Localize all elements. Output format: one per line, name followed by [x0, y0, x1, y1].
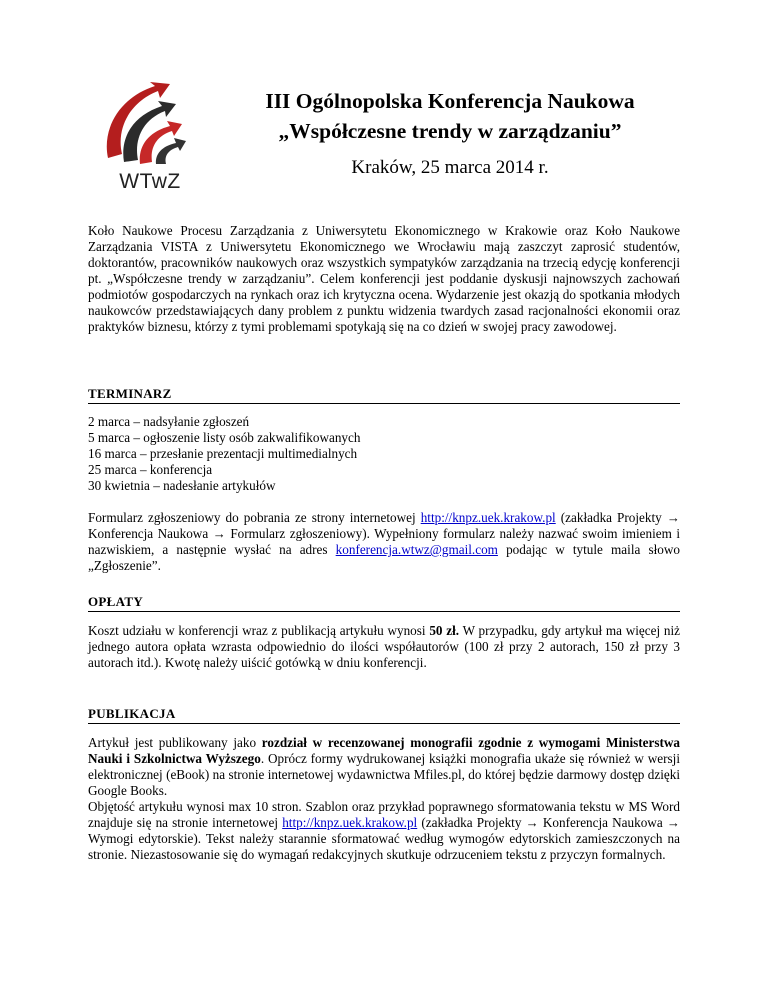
form-paragraph	[88, 510, 680, 574]
knpz-link[interactable]: http://knpz.uek.krakow.pl	[282, 815, 418, 830]
header	[215, 86, 685, 180]
intro-paragraph: Koło Naukowe Procesu Zarządzania z Uniwersytetu Ekonomicznego w Krakowie oraz Koło Naukowe Zarządzania VISTA z Uniwersytetu Ekonomicznego we Wrocławiu mają zaszczyt zaprosić studentów, doktorantów, pracowników naukowych oraz wszystkich sympatyków zarządzania na trzecią edycję konferencji pt. „Współczesne trendy w zarządzaniu”. Celem konferencji jest poddanie dyskusji najnowszych zachowań podmiotów gospodarczych na rynkach oraz ich krytyczna ocena. Wydarzenie jest okazją do spotkania młodych naukowców przedstawiających dany problem z punktu widzenia twardych zasad racjonalności ekonomii oraz praktyków biznesu, którzy z tymi problemami spotykają się na co dzień w swojej pracy zawodowej.	[88, 223, 680, 334]
publikacja-section	[88, 706, 680, 863]
publikacja-text: Artykuł jest publikowany jako	[88, 735, 262, 750]
publikacja-paragraph-2	[88, 799, 680, 863]
form-text: (zakładka Projekty → Konferencja Naukowa → Formularz zgłoszeniowy). Wypełniony formularz należy nazwać swoim imieniem i nazwiskiem, a następnie wysłać na adres	[88, 510, 680, 557]
deadline-item: 2 marca – nadsyłanie zgłoszeń	[88, 414, 250, 429]
fee-amount: 50 zł.	[429, 623, 460, 638]
logo-arrows-icon	[100, 80, 200, 170]
deadline-item: 25 marca – konferencja	[88, 462, 213, 477]
oplaty-paragraph	[88, 623, 680, 671]
oplaty-text: W przypadku, gdy artykuł ma więcej niż jednego autora opłata wzrasta odpowiednio do ilości współautorów (100 zł przy 2 autorach, 150 zł przy 3 autorach itd.). Kwotę należy uiścić gotówką w dniu konferencji.	[88, 623, 680, 670]
email-link[interactable]: konferencja.wtwz@gmail.com	[335, 542, 498, 557]
oplaty-section	[88, 594, 680, 671]
form-text: Formularz zgłoszeniowy do pobrania ze strony internetowej	[88, 510, 421, 525]
wtwz-logo	[100, 80, 200, 198]
deadline-item: 16 marca – przesłanie prezentacji multimedialnych	[88, 446, 358, 461]
terminarz-heading: TERMINARZ	[88, 386, 680, 404]
place-date: Kraków, 25 marca 2014 r.	[351, 157, 549, 178]
publikacja-text: (zakładka Projekty → Konferencja Naukowa → Wymogi edytorskie). Tekst należy starannie sformatować według wymogów edytorskich zamieszczonych na stronie. Niezastosowanie się do wymagań redakcyjnych skutkuje odrzuceniem tekstu z przyczyn formalnych.	[88, 815, 680, 862]
form-text: podając w tytule maila słowo „Zgłoszenie”.	[88, 542, 680, 573]
publikacja-bold: rozdział w recenzowanej monografii zgodnie z wymogami Ministerstwa Nauki i Szkolnictwa Wyższego	[88, 735, 680, 766]
publikacja-paragraph	[88, 735, 680, 799]
oplaty-heading: OPŁATY	[88, 594, 680, 612]
deadline-item: 5 marca – ogłoszenie listy osób zakwalifikowanych	[88, 430, 361, 445]
logo-text: WTwZ	[119, 170, 181, 193]
conference-title-line1: III Ogólnopolska Konferencja Naukowa	[265, 89, 635, 113]
publikacja-text: Objętość artykułu wynosi max 10 stron. Szablon oraz przykład poprawnego sformatowania tekstu w MS Word znajduje się na stronie internetowej	[88, 799, 680, 830]
knpz-link[interactable]: http://knpz.uek.krakow.pl	[420, 510, 556, 525]
publikacja-text: . Oprócz formy wydrukowanej książki monografia ukaże się również w wersji elektronicznej (eBook) na stronie internetowej wydawnictwa Mfiles.pl, do której będzie darmowy dostęp dzięki Google Books.	[88, 751, 681, 798]
deadline-list	[88, 414, 680, 494]
terminarz-section	[88, 386, 680, 574]
conference-title-line2: „Współczesne trendy w zarządzaniu”	[278, 119, 622, 143]
publikacja-heading: PUBLIKACJA	[88, 706, 680, 724]
oplaty-text: Koszt udziału w konferencji wraz z publikacją artykułu wynosi	[88, 623, 430, 638]
deadline-item: 30 kwietnia – nadesłanie artykułów	[88, 478, 276, 493]
